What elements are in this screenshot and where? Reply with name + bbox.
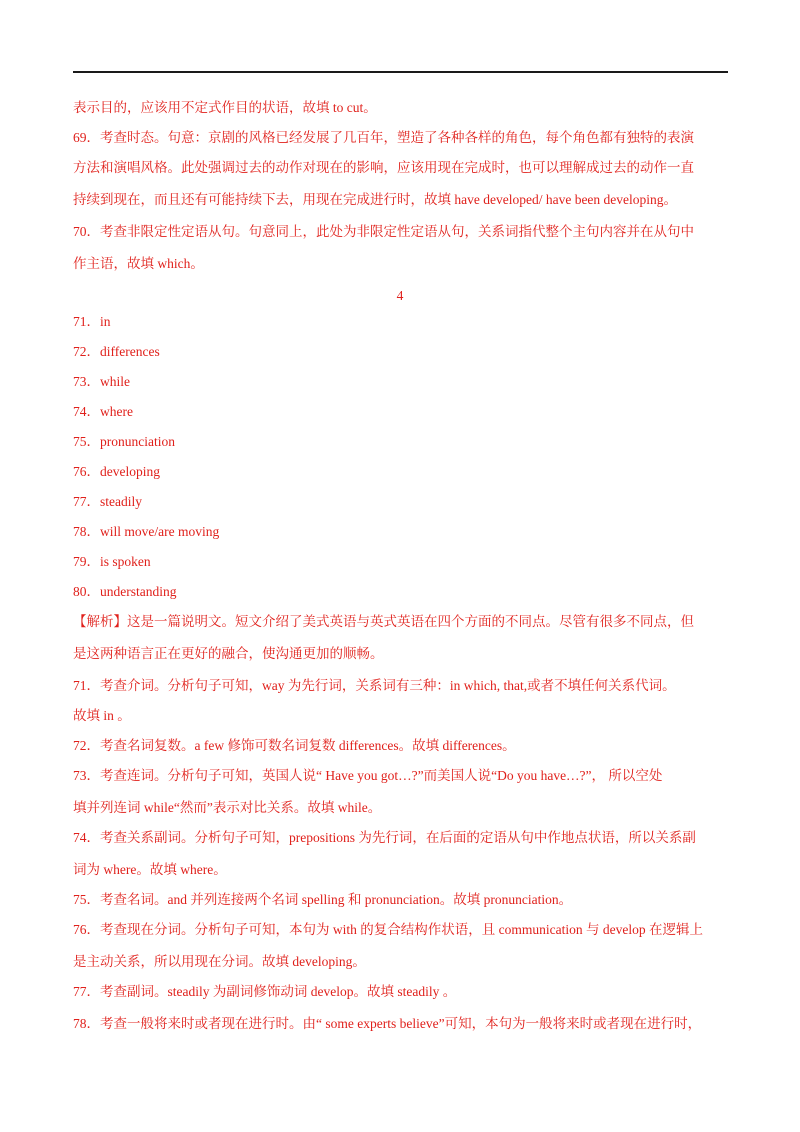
text-line: 73．考查连词。分析句子可知，英国人说“ Have you got…?”而美国人说“Do you have…?”， 所以空处 <box>73 768 663 783</box>
answer-line: 80．understanding <box>73 584 177 599</box>
page-number: 4 <box>396 288 404 303</box>
text-line: 74．考查关系副词。分析句子可知，prepositions 为先行词，在后面的定语从句中作地点状语，所以关系副 <box>73 830 696 845</box>
text-line: 71．考查介词。分析句子可知，way 为先行词，关系词有三种：in which, that,或者不填任何关系代词。 <box>73 678 676 693</box>
analysis-line: 是这两种语言正在更好的融合，使沟通更加的顺畅。 <box>73 646 384 661</box>
answer-line: 72．differences <box>73 344 160 359</box>
text-line: 表示目的，应该用不定式作目的状语，故填 to cut。 <box>73 100 377 115</box>
answer-line: 76．developing <box>73 464 160 479</box>
answer-line: 75．pronunciation <box>73 434 175 449</box>
text-line: 77．考查副词。steadily 为副词修饰动词 develop。故填 steadily 。 <box>73 984 457 999</box>
text-line: 故填 in 。 <box>73 708 131 723</box>
text-line: 72．考查名词复数。a few 修饰可数名词复数 differences。故填 differences。 <box>73 738 516 753</box>
answer-line: 77．steadily <box>73 494 142 509</box>
answer-line: 71．in <box>73 314 111 329</box>
header-rule <box>73 71 728 73</box>
text-line: 持续到现在，而且还有可能持续下去，用现在完成进行时，故填 have developed/ have been developing。 <box>73 192 678 207</box>
text-line: 方法和演唱风格。此处强调过去的动作对现在的影响，应该用现在完成时，也可以理解成过去的动作一直 <box>73 160 694 175</box>
text-line: 75．考查名词。and 并列连接两个名词 spelling 和 pronunciation。故填 pronunciation。 <box>73 892 573 907</box>
text-line: 78．考查一般将来时或者现在进行时。由“ some experts believe”可知，本句为一般将来时或者现在进行时， <box>73 1016 702 1031</box>
text-line: 69．考查时态。句意：京剧的风格已经发展了几百年，塑造了各种各样的角色，每个角色都有独特的表演 <box>73 130 694 145</box>
answer-line: 79．is spoken <box>73 554 151 569</box>
text-line: 填并列连词 while“然而”表示对比关系。故填 while。 <box>73 800 382 815</box>
analysis-line: 【解析】这是一篇说明文。短文介绍了美式英语与英式英语在四个方面的不同点。尽管有很多不同点，但 <box>73 614 694 629</box>
text-line: 76．考查现在分词。分析句子可知，本句为 with 的复合结构作状语，且 communication 与 develop 在逻辑上 <box>73 922 703 937</box>
answer-line: 74．where <box>73 404 133 419</box>
text-line: 词为 where。故填 where。 <box>73 862 227 877</box>
answer-line: 73．while <box>73 374 130 389</box>
text-line: 作主语，故填 which。 <box>73 256 204 271</box>
answer-line: 78．will move/are moving <box>73 524 220 539</box>
text-line: 70．考查非限定性定语从句。句意同上，此处为非限定性定语从句，关系词指代整个主句内容并在从句中 <box>73 224 694 239</box>
text-line: 是主动关系，所以用现在分词。故填 developing。 <box>73 954 366 969</box>
